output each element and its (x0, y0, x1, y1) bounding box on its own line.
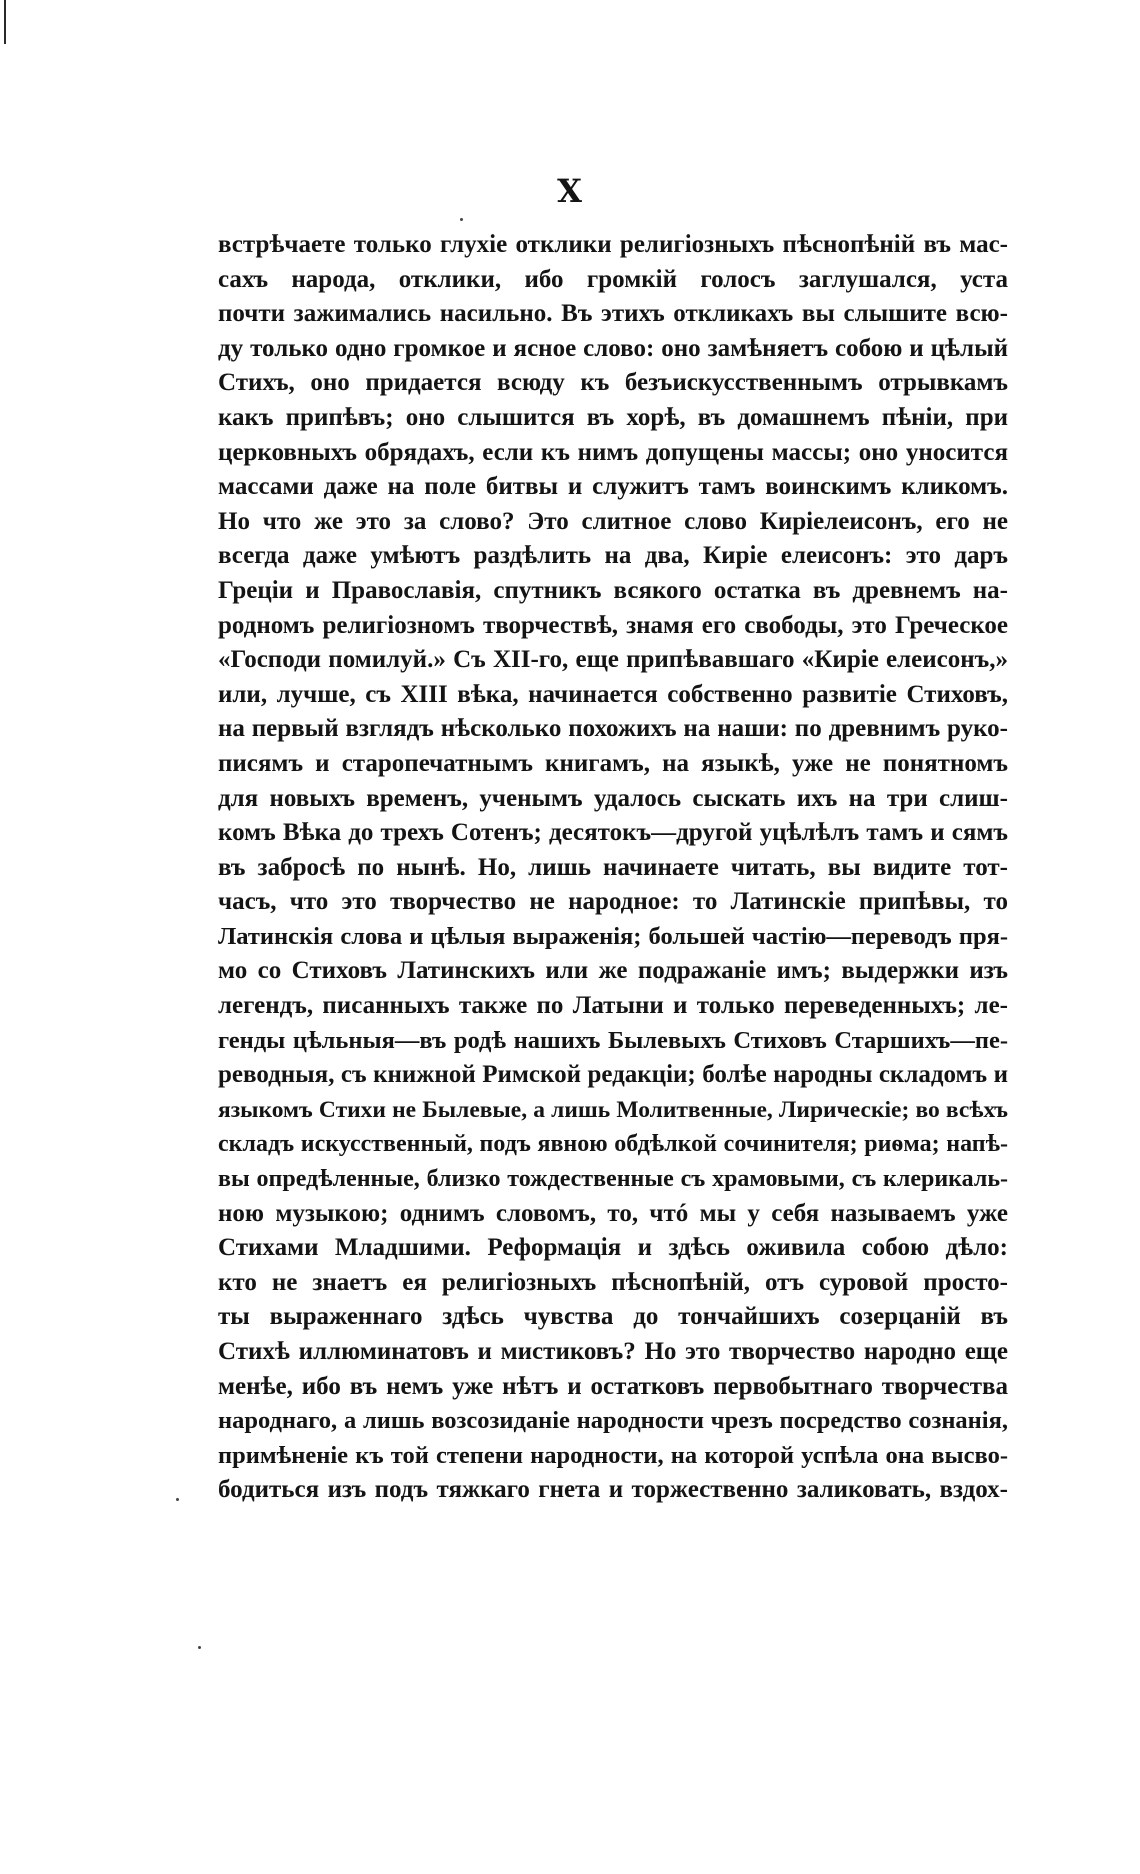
text-line: складъ искусственный, подъ явною обдѣлкой сочинителя; риѳма; напѣ- (218, 1131, 1008, 1158)
text-line: Латинскія слова и цѣлыя выраженія; большей частію—переводъ пря- (218, 922, 1008, 950)
print-speck (176, 1498, 179, 1501)
print-speck (460, 218, 463, 221)
text-line: легендъ, писанныхъ также по Латыни и только переведенныхъ; ле- (218, 992, 1008, 1020)
text-line: реводныя, съ книжной Римской редакціи; болѣе народны складомъ и (218, 1061, 1008, 1089)
text-line: на первый взглядъ нѣсколько похожихъ на наши: по древнимъ руко- (218, 715, 1008, 743)
text-line: Стихъ, оно придается всюду къ безъискусственнымъ отрывкамъ (218, 369, 1008, 397)
text-line: «Господи помилуй.» Съ XII-го, еще припѣвавшаго «Киріе елеисонъ,» (218, 646, 1008, 674)
text-line: генды цѣльныя—въ родѣ нашихъ Былевыхъ Стиховъ Старшихъ—пе- (218, 1026, 1008, 1054)
text-line: комъ Вѣка до трехъ Сотенъ; десятокъ—другой уцѣлѣлъ тамъ и сямъ (218, 819, 1008, 847)
text-line: какъ припѣвъ; оно слышится въ хорѣ, въ домашнемъ пѣніи, при (218, 403, 1008, 431)
text-line: примѣненіе къ той степени народности, на которой успѣла она высво- (218, 1441, 1008, 1469)
text-line: вы опредѣленные, близко тождественные съ храмовыми, съ клерикаль- (218, 1166, 1008, 1193)
text-line: сахъ народа, отклики, ибо громкій голосъ заглушался, уста (218, 265, 1008, 293)
text-line: часъ, что это творчество не народное: то Латинскіе припѣвы, то (218, 888, 1008, 916)
text-line: бодиться изъ подъ тяжкаго гнета и торжественно заликовать, вздох- (218, 1476, 1008, 1504)
page-number: X (557, 172, 583, 210)
text-line: Греціи и Православія, спутникъ всякого остатка въ древнемъ на- (218, 576, 1008, 604)
text-line: писямъ и старопечатнымъ книгамъ, на языкѣ, уже не понятномъ (218, 749, 1008, 777)
text-line: массами даже на поле битвы и служитъ тамъ воинскимъ кликомъ. (218, 473, 1008, 501)
text-line: родномъ религіозномъ творчествѣ, знамя его свободы, это Греческое (218, 611, 1008, 639)
text-line: менѣе, ибо въ немъ уже нѣтъ и остатковъ первобытнаго творчества (218, 1372, 1008, 1400)
text-line: церковныхъ обрядахъ, если къ нимъ допущены массы; оно уносится (218, 438, 1008, 466)
text-line: языкомъ Стихи не Былевые, а лишь Молитвенные, Лирическіе; во всѣхъ (218, 1096, 1008, 1123)
text-line: народнаго, а лишь возсозиданіе народности чрезъ посредство сознанія, (218, 1407, 1008, 1435)
text-line: мо со Стиховъ Латинскихъ или же подражаніе имъ; выдержки изъ (218, 957, 1008, 985)
page-edge-mark (4, 0, 6, 44)
text-line: или, лучше, съ XIII вѣка, начинается собственно развитіе Стиховъ, (218, 680, 1008, 708)
print-speck (198, 1646, 201, 1649)
text-line: встрѣчаете только глухіе отклики религіозныхъ пѣснопѣній въ мас- (218, 231, 1008, 258)
text-line: въ забросѣ по нынѣ. Но, лишь начинаете читать, вы видите тот- (218, 853, 1008, 881)
text-line: Стихѣ иллюминатовъ и мистиковъ? Но это творчество народно еще (218, 1338, 1008, 1365)
text-line: Но что же это за слово? Это слитное слово Кирiелеисонъ, его не (218, 507, 1008, 535)
body-text (218, 228, 1008, 1508)
text-line: ною музыкою; однимъ словомъ, то, чтó мы у себя называемъ уже (218, 1199, 1008, 1227)
text-line: для новыхъ временъ, ученымъ удалось сыскать ихъ на три слиш- (218, 784, 1008, 812)
text-line: ты выраженнаго здѣсь чувства до тончайшихъ созерцаній въ (218, 1303, 1008, 1331)
text-line: ду только одно громкое и ясное слово: оно замѣняетъ собою и цѣлый (218, 334, 1008, 362)
text-line: кто не знаетъ ея религіозныхъ пѣснопѣній, отъ суровой просто- (218, 1268, 1008, 1296)
text-line: всегда даже умѣютъ раздѣлить на два, Киріе елеисонъ: это даръ (218, 542, 1008, 570)
text-line: почти зажимались насильно. Въ этихъ откликахъ вы слышите всю- (218, 300, 1008, 328)
text-line: Стихами Младшими. Реформація и здѣсь оживила собою дѣло: (218, 1234, 1008, 1262)
